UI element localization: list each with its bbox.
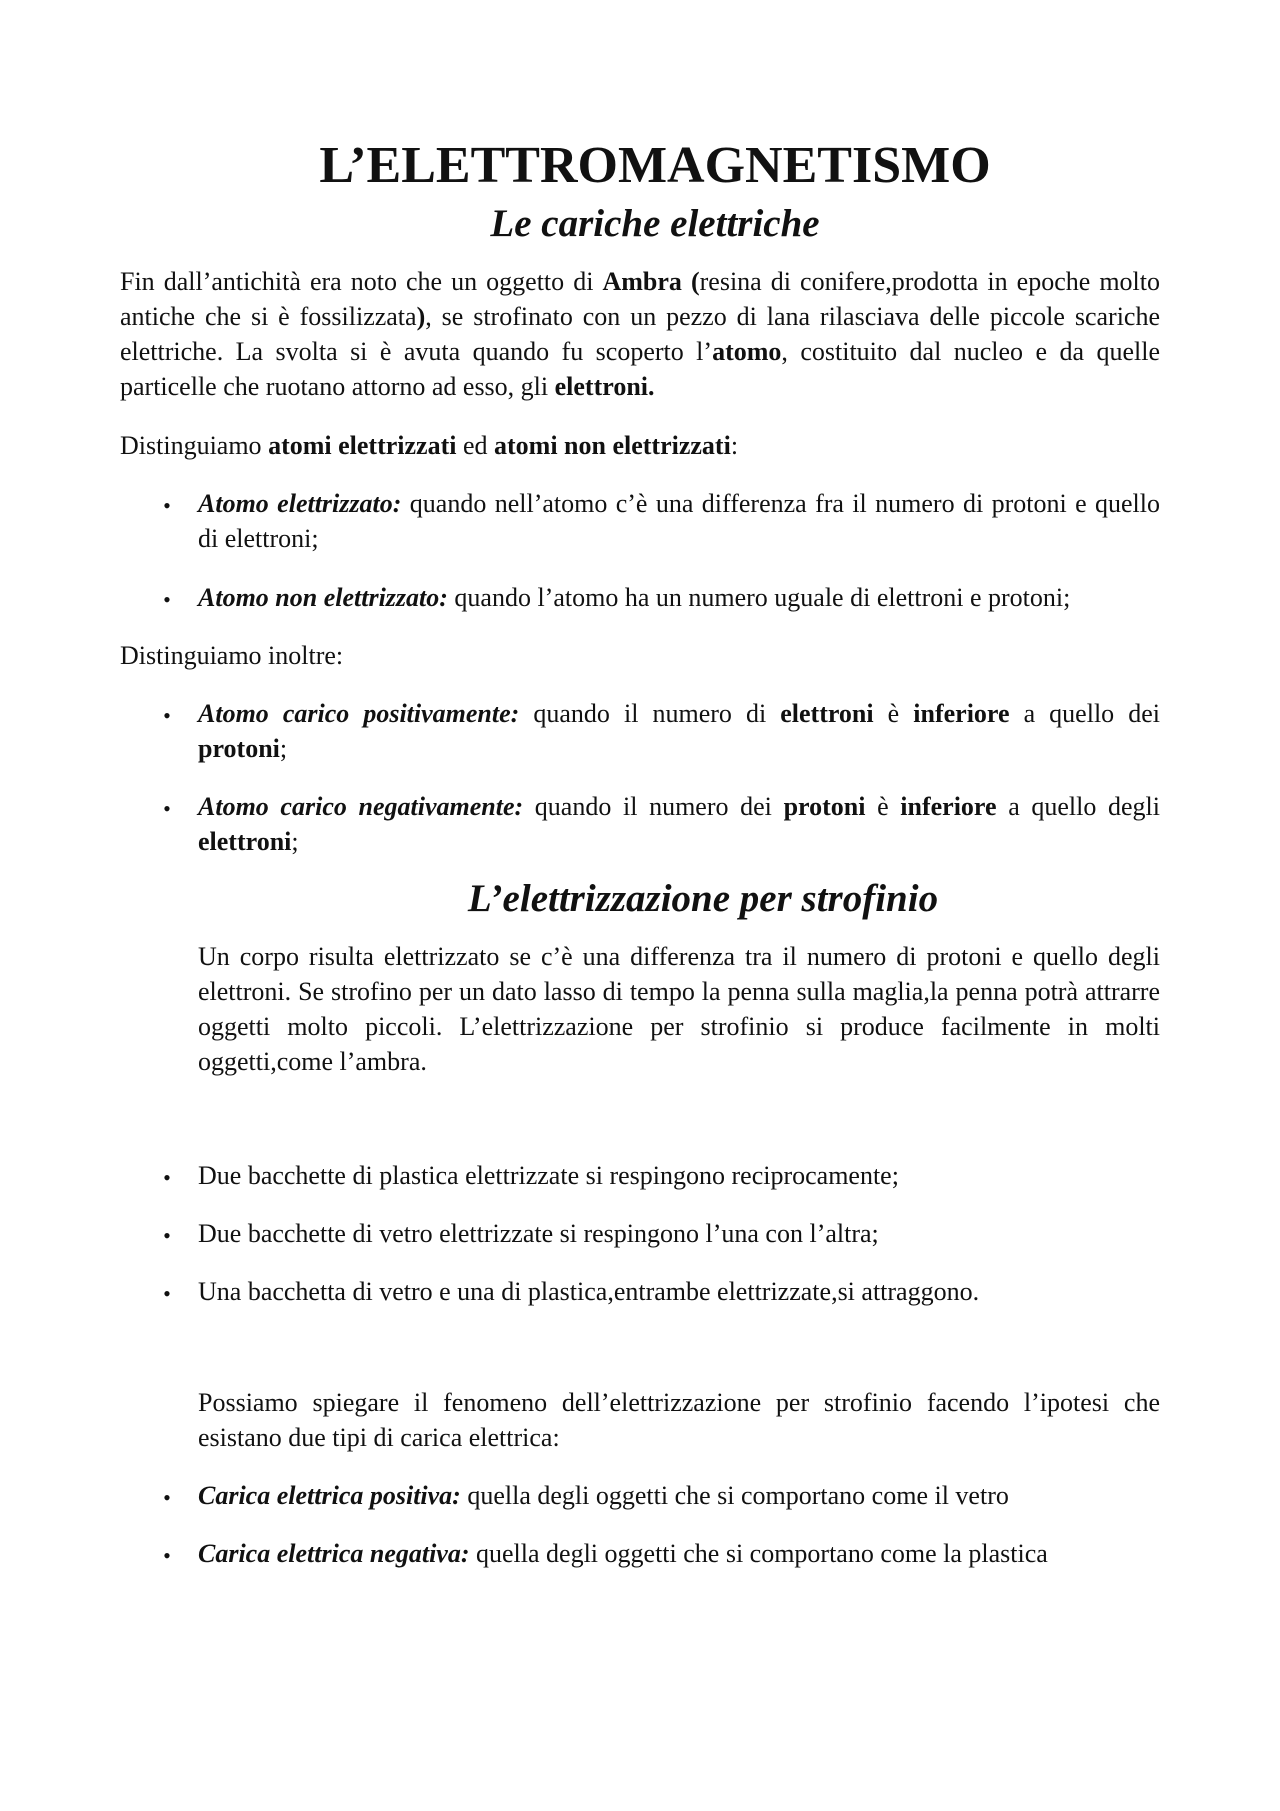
list-item: Atomo non elettrizzato: quando l’atomo ha un numero uguale di elettroni e protoni; <box>198 583 1071 612</box>
list-item: Due bacchette di vetro elettrizzate si respingono l’una con l’altra; <box>198 1219 879 1248</box>
list-item: Carica elettrica positiva: quella degli oggetti che si comportano come il vetro <box>198 1481 1009 1510</box>
bullet: • <box>163 493 171 518</box>
bullet: • <box>163 1223 171 1248</box>
list-item: Una bacchetta di vetro e una di plastica,entrambe elettrizzate,si attraggono. <box>198 1277 980 1306</box>
list-item: Atomo elettrizzato: quando nell’atomo c’è una differenza fra il numero di protoni e quello di elettroni; <box>198 489 1160 553</box>
bullet: • <box>163 1281 171 1306</box>
list-item: Carica elettrica negativa: quella degli oggetti che si comportano come la plastica <box>198 1539 1048 1568</box>
bullet: • <box>163 796 171 821</box>
bullet: • <box>163 587 171 612</box>
page-title: L’ELETTROMAGNETISMO <box>319 137 991 194</box>
list-item: Atomo carico negativamente: quando il numero dei protoni è inferiore a quello degli elettroni; <box>198 792 1161 856</box>
list-item: Due bacchette di plastica elettrizzate si respingono reciprocamente; <box>198 1161 899 1190</box>
bullet: • <box>163 1485 171 1510</box>
bullet: • <box>163 1543 171 1568</box>
strofinio-paragraph: Un corpo risulta elettrizzato se c’è una differenza tra il numero di protoni e quello degli elettroni. Se strofino per un dato lasso di tempo la penna sulla maglia,la penna potrà attrarre oggetti molto piccoli. L’elettrizzazione per strofinio si produce facilmente in molti oggetti,come l’ambra. <box>198 942 1160 1076</box>
section-heading-cariche: Le cariche elettriche <box>490 202 820 245</box>
distinguish-inoltre: Distinguiamo inoltre: <box>120 641 344 670</box>
distinguish-paragraph: Distinguiamo atomi elettrizzati ed atomi non elettrizzati: <box>120 431 739 460</box>
intro-paragraph: Fin dall’antichità era noto che un oggetto di Ambra (resina di conifere,prodotta in epoche molto antiche che si è fossilizzata), se strofinato con un pezzo di lana rilasciava delle piccole scariche elettriche. La svolta si è avuta quando fu scoperto l’atomo, costituito dal nucleo e da quelle particelle che ruotano attorno ad esso, gli elettroni. <box>120 267 1161 401</box>
bullet: • <box>163 1165 171 1190</box>
bullet: • <box>163 703 171 728</box>
section-heading-strofinio: L’elettrizzazione per strofinio <box>467 877 939 920</box>
hypothesis-paragraph: Possiamo spiegare il fenomeno dell’elettrizzazione per strofinio facendo l’ipotesi che esistano due tipi di carica elettrica: <box>198 1388 1160 1452</box>
list-item: Atomo carico positivamente: quando il numero di elettroni è inferiore a quello dei protoni; <box>198 699 1160 763</box>
